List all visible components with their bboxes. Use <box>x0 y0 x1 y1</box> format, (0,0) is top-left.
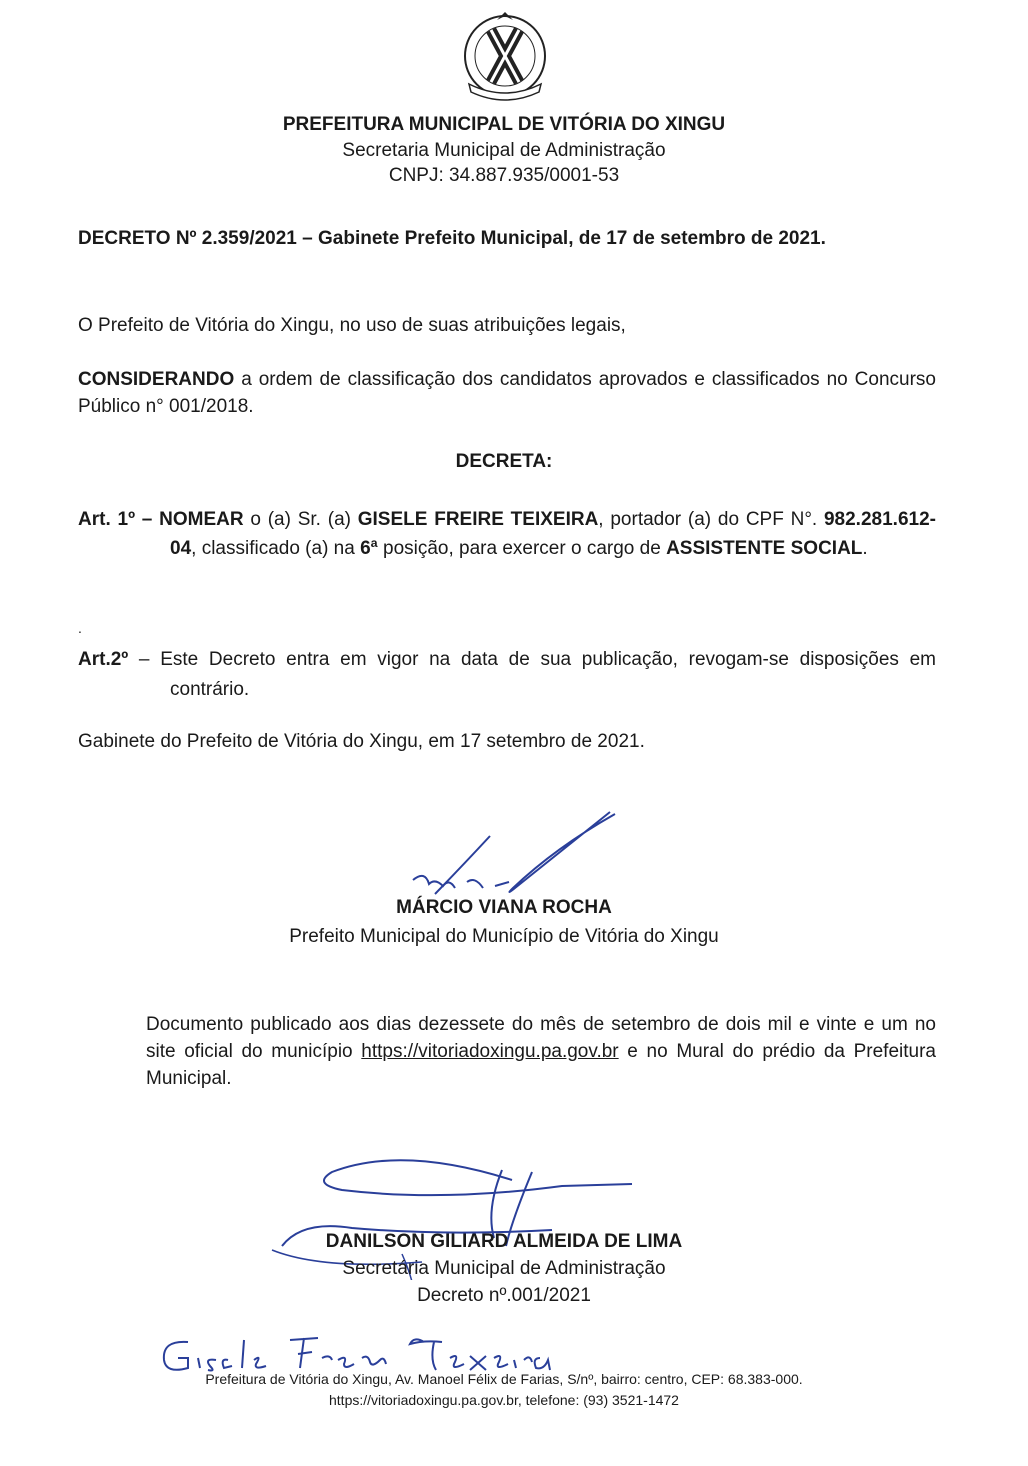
municipality-title: PREFEITURA MUNICIPAL DE VITÓRIA DO XINGU <box>282 114 726 135</box>
article-1-text: o (a) Sr. (a) <box>243 509 358 530</box>
municipal-seal-icon <box>455 6 555 106</box>
article-1-text: . <box>862 538 868 559</box>
stray-mark: . <box>78 620 82 636</box>
considerando-text: a ordem de classificação dos candidatos aprovados e classificados no Concurso Público n° 001/2018. <box>78 369 936 417</box>
article-2 <box>78 645 936 705</box>
article-1-action: NOMEAR <box>159 509 244 530</box>
cnpj-number: CNPJ: 34.887.935/0001-53 <box>388 165 620 186</box>
article-2-label: Art.2º <box>78 649 129 670</box>
considerando-paragraph <box>78 366 936 420</box>
footer-contact: https://vitoriadoxingu.pa.gov.br, telefone: (93) 3521-1472 <box>329 1392 679 1408</box>
article-1-text: posição, para exercer o cargo de <box>377 538 667 559</box>
decree-intro: O Prefeito de Vitória do Xingu, no uso de suas atribuições legais, <box>78 315 626 336</box>
secretary-decree: Decreto nº.001/2021 <box>417 1285 591 1306</box>
decree-title: DECRETO Nº 2.359/2021 – Gabinete Prefeito Municipal, de 17 de setembro de 2021. <box>78 228 826 249</box>
article-1 <box>78 505 936 563</box>
appointee-cpf: 982.281.612-04 <box>170 509 936 559</box>
appointee-name: GISELE FREIRE TEIXEIRA <box>357 509 599 530</box>
secretary-role: Secretária Municipal de Administração <box>342 1258 666 1279</box>
municipal-site-link[interactable]: https://vitoriadoxingu.pa.gov.br <box>361 1041 619 1062</box>
publication-text: Documento publicado aos dias dezessete do mês de setembro de dois mil e vinte e um no site oficial do município <box>146 1014 936 1062</box>
article-1-label: Art. 1º – <box>78 509 160 530</box>
mayor-signature <box>395 808 625 898</box>
department-name: Secretaria Municipal de Administração <box>342 140 666 161</box>
closing-line: Gabinete do Prefeito de Vitória do Xingu, em 17 setembro de 2021. <box>78 731 645 752</box>
article-1-text: , portador (a) do CPF N°. <box>598 509 824 530</box>
classification-position: 6ª <box>360 538 378 559</box>
publication-note <box>146 1011 936 1092</box>
publication-text: e no Mural do prédio da Prefeitura Municipal. <box>146 1041 936 1089</box>
article-1-text: , classificado (a) na <box>191 538 361 559</box>
appointed-role: ASSISTENTE SOCIAL <box>666 538 863 559</box>
decreta-heading: DECRETA: <box>455 451 553 472</box>
mayor-name: MÁRCIO VIANA ROCHA <box>396 897 612 918</box>
article-2-text: – Este Decreto entra em vigor na data de sua publicação, revogam-se disposições em contrário. <box>128 649 936 700</box>
considerando-label: CONSIDERANDO <box>78 369 235 390</box>
footer-address: Prefeitura de Vitória do Xingu, Av. Manoel Félix de Farias, S/nº, bairro: centro, CEP: 68.383-000. <box>205 1371 803 1387</box>
secretary-name: DANILSON GILIARD ALMEIDA DE LIMA <box>325 1231 683 1252</box>
mayor-role: Prefeito Municipal do Município de Vitória do Xingu <box>289 926 719 947</box>
